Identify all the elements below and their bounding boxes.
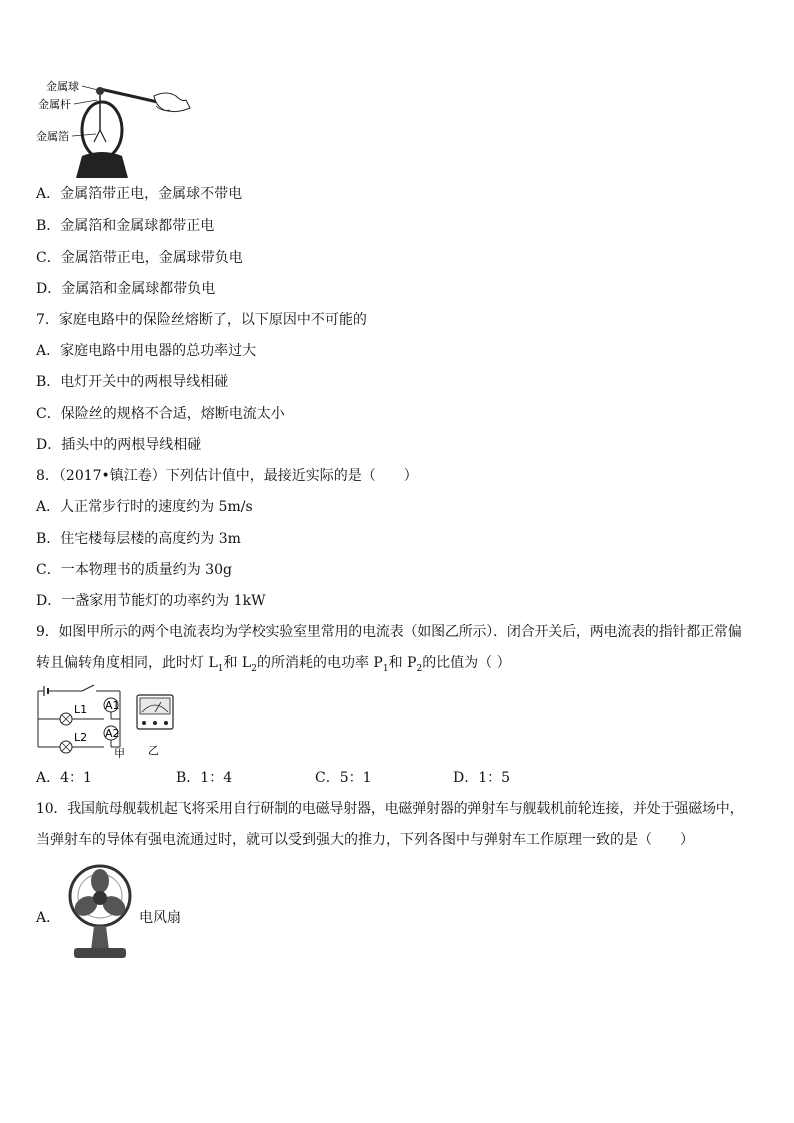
q8-option-a: A．人正常步行时的速度约为 5m/s bbox=[36, 499, 253, 515]
q9-option-a: A．4：1 bbox=[36, 770, 92, 786]
q9-stem-part-d: 和 P bbox=[388, 655, 417, 671]
q7-stem: 7．家庭电路中的保险丝熔断了，以下原因中不可能的 bbox=[36, 312, 367, 328]
q9-stem-part-c: 的所消耗的电功率 P bbox=[256, 655, 383, 671]
label-metal-rod: 金属杆 bbox=[38, 98, 71, 111]
label-metal-foil: 金属箔 bbox=[36, 130, 69, 143]
q6-option-c: C．金属箔带正电，金属球带负电 bbox=[36, 250, 243, 266]
figure-yi-label: 乙 bbox=[148, 744, 159, 757]
q9-option-b: B．1：4 bbox=[176, 770, 233, 786]
q9-stem-part-b: 和 L bbox=[223, 655, 252, 671]
circuit-figure bbox=[34, 683, 184, 759]
q7-option-c: C．保险丝的规格不合适，熔断电流太小 bbox=[36, 406, 285, 422]
q10-stem-line2: 当弹射车的导体有强电流通过时，就可以受到强大的推力，下列各图中与弹射车工作原理一致的是（ ） bbox=[36, 832, 694, 848]
q9-option-c: C．5：1 bbox=[315, 770, 372, 786]
ammeter-a1-label: A1 bbox=[105, 699, 120, 712]
q9-sub-p2: 2 bbox=[416, 663, 423, 674]
electric-fan-figure bbox=[68, 864, 132, 960]
q8-stem: 8．（2017•镇江卷）下列估计值中，最接近实际的是（ ） bbox=[36, 468, 418, 484]
label-metal-ball: 金属球 bbox=[46, 80, 79, 93]
q10-option-a-letter: A． bbox=[36, 910, 61, 926]
q10-option-a-caption: 电风扇 bbox=[139, 910, 181, 926]
figure-jia-label: 甲 bbox=[114, 747, 125, 759]
lamp-l2-label: L2 bbox=[74, 731, 88, 744]
q9-stem-part-e: 的比值为（ ） bbox=[422, 655, 511, 671]
q7-option-d: D．插头中的两根导线相碰 bbox=[36, 437, 202, 453]
q7-option-a: A．家庭电路中用电器的总功率过大 bbox=[36, 343, 257, 359]
lamp-l1-label: L1 bbox=[74, 703, 88, 716]
q6-option-b: B．金属箔和金属球都带正电 bbox=[36, 218, 215, 234]
q9-option-d: D．1：5 bbox=[453, 770, 511, 786]
q9-sub-l2: 2 bbox=[251, 663, 257, 674]
q10-stem-line1: 10．我国航母舰载机起飞将采用自行研制的电磁导射器，电磁弹射器的弹射车与舰载机前轮连接，并处于强磁场中， bbox=[36, 801, 744, 817]
ammeter-a2-label: A2 bbox=[105, 727, 120, 740]
q6-option-a: A．金属箔带正电，金属球不带电 bbox=[36, 186, 243, 202]
q9-stem-line1: 9．如图甲所示的两个电流表均为学校实验室里常用的电流表（如图乙所示）．闭合开关后，两电流表的指针都正常偏 bbox=[36, 624, 742, 640]
q8-option-b: B．住宅楼每层楼的高度约为 3m bbox=[36, 531, 241, 547]
q9-stem-part-a: 转且偏转角度相同，此时灯 L bbox=[36, 655, 218, 671]
q9-sub-p1: 1 bbox=[382, 663, 389, 674]
q8-option-d: D．一盏家用节能灯的功率约为 1kW bbox=[36, 593, 266, 609]
q8-option-c: C．一本物理书的质量约为 30g bbox=[36, 562, 232, 578]
q7-option-b: B．电灯开关中的两根导线相碰 bbox=[36, 374, 229, 390]
q6-option-d: D．金属箔和金属球都带负电 bbox=[36, 281, 216, 297]
electroscope-figure bbox=[34, 76, 194, 180]
q9-stem-line2 bbox=[36, 653, 511, 679]
q9-sub-l1: 1 bbox=[217, 663, 224, 674]
